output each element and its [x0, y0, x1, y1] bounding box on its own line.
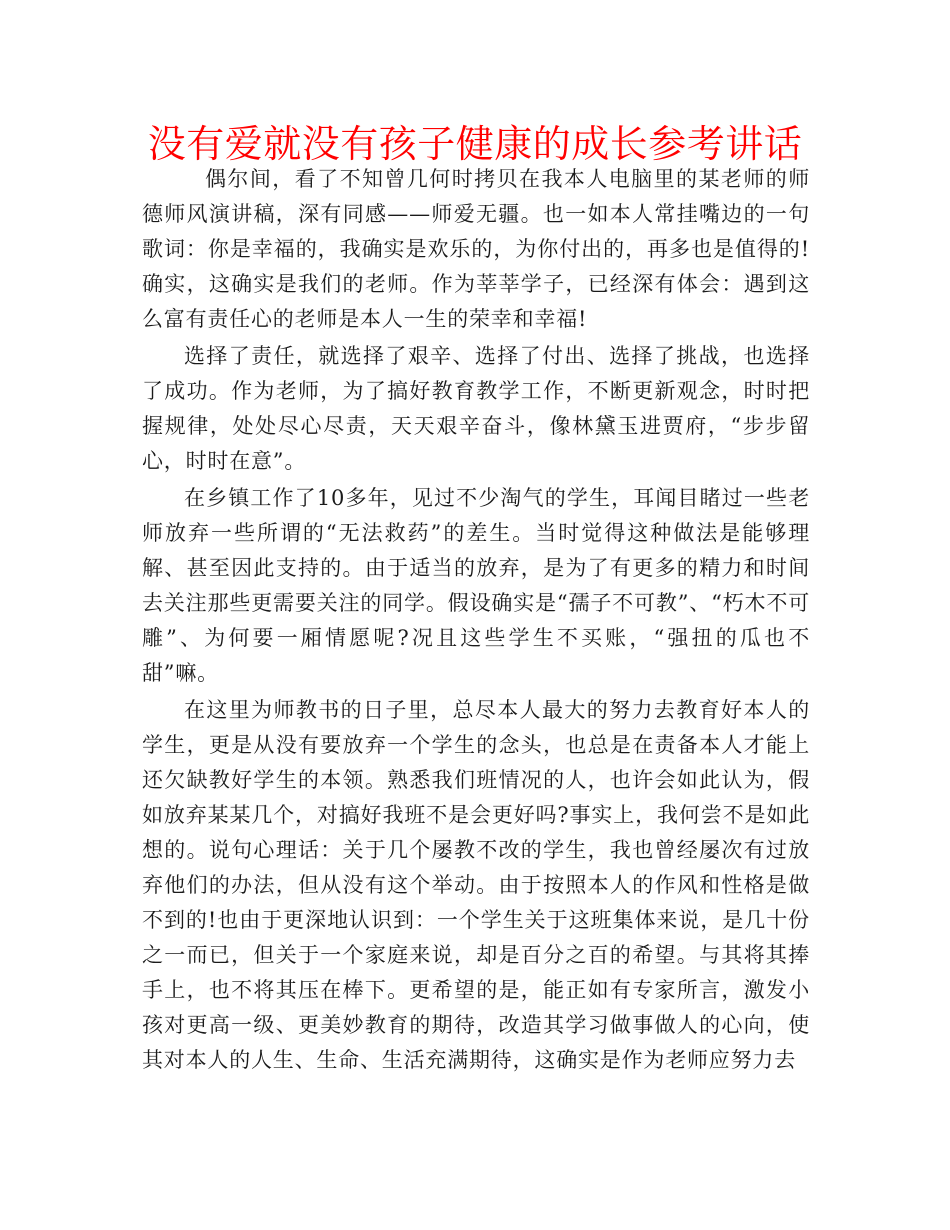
paragraph-1: 偶尔间，看了不知曾几何时拷贝在我本人电脑里的某老师的师德师风演讲稿，深有同感——师爱无疆。也一如本人常挂嘴边的一句歌词：你是幸福的，我确实是欢乐的，为你付出的，再多也是值得的!确实，这确实是我们的老师。作为莘莘学子，已经深有体会：遇到这么富有责任心的老师是本人一生的荣幸和幸福!: [142, 167, 810, 331]
paragraph-3: 在乡镇工作了10多年，见过不少淘气的学生，耳闻目睹过一些老师放弃一些所谓的“无法救药”的差生。当时觉得这种做法是能够理解、甚至因此支持的。由于适当的放弃，是为了有更多的精力和时间去关注那些更需要关注的同学。假设确实是“孺子不可教”、“朽木不可雕”、为何要一厢情愿呢?况且这些学生不买账，“强扭的瓜也不甜”嘛。: [142, 486, 810, 685]
paragraph-4: 在这里为师教书的日子里，总尽本人最大的努力去教育好本人的学生，更是从没有要放弃一个学生的念头，也总是在责备本人才能上还欠缺教好学生的本领。熟悉我们班情况的人，也许会如此认为，假如放弃某某几个，对搞好我班不是会更好吗?事实上，我何尝不是如此想的。说句心理话：关于几个屡教不改的学生，我也曾经屡次有过放弃他们的办法，但从没有这个举动。由于按照本人的作风和性格是做不到的!也由于更深地认识到：一个学生关于这班集体来说，是几十份之一而已，但关于一个家庭来说，却是百分之百的希望。与其将其捧手上，也不将其压在棒下。更希望的是，能正如有专家所言，激发小孩对更高一级、更美妙教育的期待，改造其学习做事做人的心向，使其对本人的人生、生命、生活充满期待，这确实是作为老师应努力去: [142, 698, 810, 1072]
document-body: [142, 162, 810, 1080]
document-title: 没有爱就没有孩子健康的成长参考讲话: [147, 122, 803, 166]
paragraph-2: 选择了责任，就选择了艰辛、选择了付出、选择了挑战，也选择了成功。作为老师，为了搞好教育教学工作，不断更新观念，时时把握规律，处处尽心尽责，天天艰辛奋斗，像林黛玉进贾府，“步步留心，时时在意”。: [142, 344, 810, 473]
